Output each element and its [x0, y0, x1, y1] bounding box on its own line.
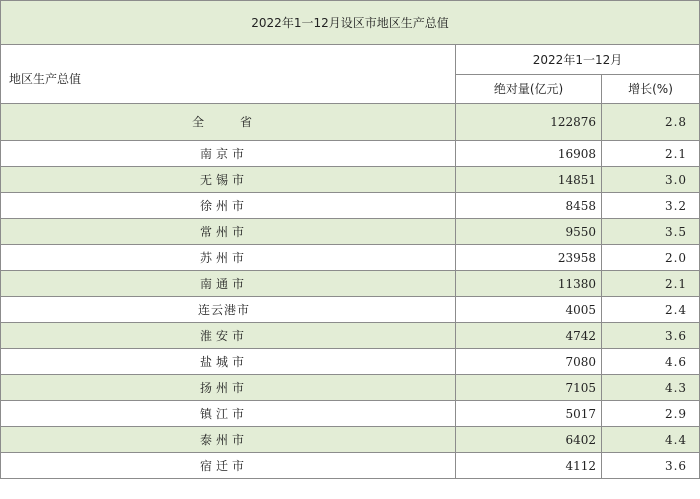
table-row	[1, 245, 700, 271]
growth-value: 4.4	[602, 427, 700, 453]
absolute-value: 9550	[456, 219, 602, 245]
table-row	[1, 167, 700, 193]
growth-value: 3.5	[602, 219, 700, 245]
region-name: 淮安市	[1, 323, 456, 349]
region-name: 苏州市	[1, 245, 456, 271]
absolute-value: 11380	[456, 271, 602, 297]
growth-value: 4.3	[602, 375, 700, 401]
region-name: 南京市	[1, 141, 456, 167]
region-name: 全 省	[1, 104, 456, 141]
region-name: 宿迁市	[1, 453, 456, 479]
growth-value: 2.4	[602, 297, 700, 323]
absolute-value: 4005	[456, 297, 602, 323]
growth-value: 3.6	[602, 323, 700, 349]
table-row	[1, 375, 700, 401]
region-name: 常州市	[1, 219, 456, 245]
table-row	[1, 297, 700, 323]
column-header-absolute: 绝对量(亿元)	[456, 75, 602, 104]
absolute-value: 7080	[456, 349, 602, 375]
absolute-value: 23958	[456, 245, 602, 271]
growth-value: 4.6	[602, 349, 700, 375]
table-row	[1, 141, 700, 167]
table-row	[1, 349, 700, 375]
region-name: 无锡市	[1, 167, 456, 193]
absolute-value: 4742	[456, 323, 602, 349]
absolute-value: 122876	[456, 104, 602, 141]
table-row	[1, 453, 700, 479]
region-name: 扬州市	[1, 375, 456, 401]
growth-value: 2.1	[602, 141, 700, 167]
region-name: 南通市	[1, 271, 456, 297]
absolute-value: 6402	[456, 427, 602, 453]
period-header: 2022年1一12月	[456, 45, 700, 75]
growth-value: 2.9	[602, 401, 700, 427]
absolute-value: 14851	[456, 167, 602, 193]
growth-value: 2.0	[602, 245, 700, 271]
table-row	[1, 427, 700, 453]
absolute-value: 7105	[456, 375, 602, 401]
absolute-value: 4112	[456, 453, 602, 479]
table-row	[1, 323, 700, 349]
header-row-period	[1, 45, 700, 75]
row-header-label: 地区生产总值	[1, 45, 456, 104]
column-header-growth: 增长(%)	[602, 75, 700, 104]
growth-value: 2.1	[602, 271, 700, 297]
title-row	[1, 1, 700, 45]
region-name: 泰州市	[1, 427, 456, 453]
absolute-value: 5017	[456, 401, 602, 427]
table-title: 2022年1一12月设区市地区生产总值	[1, 1, 700, 45]
absolute-value: 8458	[456, 193, 602, 219]
region-name: 徐州市	[1, 193, 456, 219]
absolute-value: 16908	[456, 141, 602, 167]
table-row	[1, 193, 700, 219]
table-row	[1, 219, 700, 245]
table-row	[1, 401, 700, 427]
table-row	[1, 271, 700, 297]
region-name: 连云港市	[1, 297, 456, 323]
growth-value: 3.2	[602, 193, 700, 219]
growth-value: 2.8	[602, 104, 700, 141]
growth-value: 3.6	[602, 453, 700, 479]
growth-value: 3.0	[602, 167, 700, 193]
region-name: 盐城市	[1, 349, 456, 375]
table-row	[1, 104, 700, 141]
region-name: 镇江市	[1, 401, 456, 427]
